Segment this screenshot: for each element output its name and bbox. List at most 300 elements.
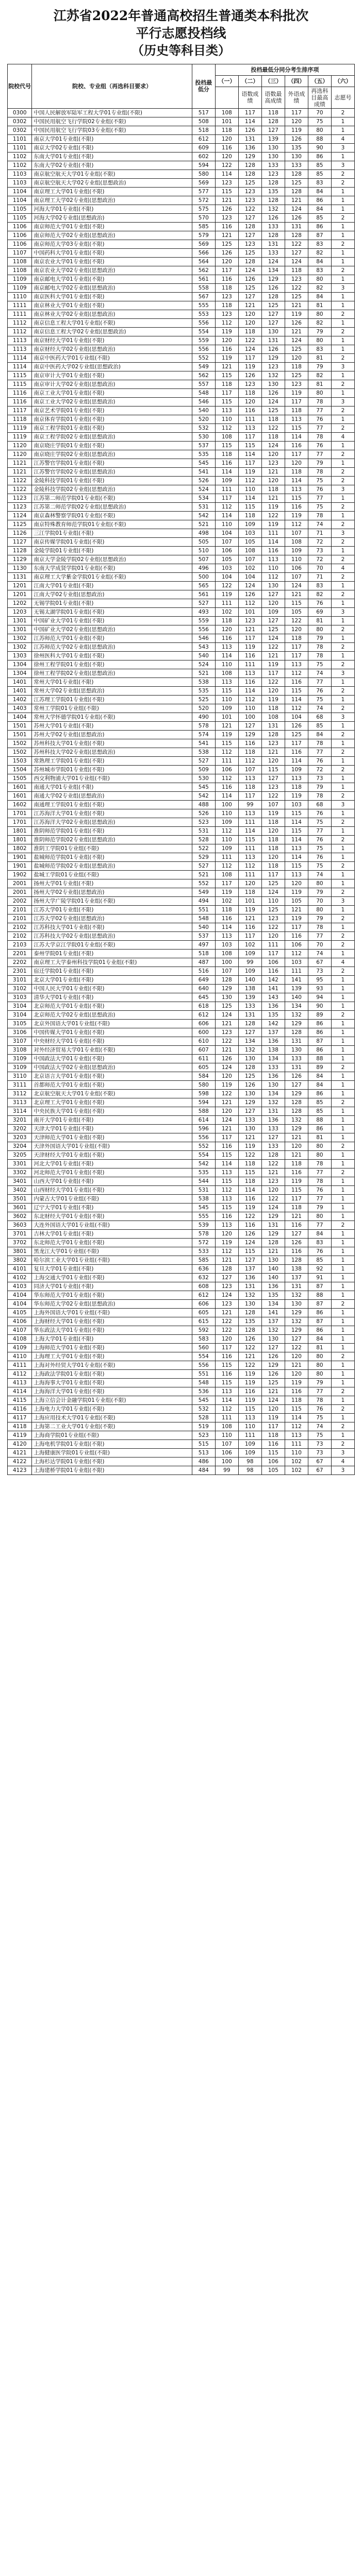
table-row — [8, 1072, 355, 1080]
cell-code: 3101 — [8, 975, 32, 984]
cell-rank-6: 1 — [331, 677, 354, 686]
cell-rank-6: 1 — [331, 415, 354, 423]
table-row — [8, 669, 355, 677]
cell-rank-2: 127 — [238, 231, 261, 240]
cell-rank-2: 130 — [238, 1124, 261, 1133]
cell-rank-6: 2 — [331, 572, 354, 581]
cell-rank-2: 117 — [238, 353, 261, 362]
cell-code: 1102 — [8, 152, 32, 161]
cell-code: 1302 — [8, 642, 32, 651]
cell-rank-1: 114 — [215, 1396, 238, 1404]
cell-rank-6: 1 — [331, 1194, 354, 1203]
cell-rank-2: 128 — [238, 1063, 261, 1072]
cell-rank-4: 137 — [285, 1273, 308, 1282]
cell-code: 3114 — [8, 1107, 32, 1115]
cell-name: 东北师范大学01专业组(不限) — [32, 1238, 192, 1247]
cell-name: 苏州科技大学01专业组(不限) — [32, 739, 192, 748]
table-row — [8, 940, 355, 949]
cell-name: 河海大学01专业组(不限) — [32, 205, 192, 213]
cell-rank-6: 2 — [331, 213, 354, 222]
cell-rank-5: 85 — [308, 1107, 331, 1115]
cell-min-score: 585 — [192, 1256, 215, 1264]
cell-code: 4115 — [8, 1396, 32, 1404]
cell-rank-6: 1 — [331, 441, 354, 450]
cell-code: 1403 — [8, 704, 32, 713]
cell-name: 中国人民解放军陆军工程大学01专业组(不限) — [32, 108, 192, 117]
cell-rank-2: 115 — [238, 835, 261, 844]
cell-rank-6: 3 — [331, 713, 354, 721]
cell-min-score: 612 — [192, 1291, 215, 1299]
cell-rank-2: 121 — [238, 625, 261, 634]
cell-min-score: 546 — [192, 634, 215, 642]
cell-rank-2: 118 — [238, 327, 261, 336]
cell-rank-4: 128 — [285, 170, 308, 178]
cell-rank-1: 114 — [215, 467, 238, 476]
cell-rank-2: 117 — [238, 791, 261, 800]
cell-min-score: 556 — [192, 318, 215, 327]
cell-rank-2: 130 — [238, 1089, 261, 1098]
cell-name: 南京理工大学泰州科技学院01专业组(不限) — [32, 958, 192, 967]
cell-name: 南京特殊教育师范学院01专业组(不限) — [32, 520, 192, 529]
cell-rank-4: 121 — [285, 1133, 308, 1142]
cell-rank-1: 113 — [215, 931, 238, 940]
cell-rank-3: 131 — [261, 336, 285, 345]
cell-rank-3: 129 — [261, 353, 285, 362]
cell-rank-1: 124 — [215, 1010, 238, 1019]
cell-code: 1504 — [8, 765, 32, 774]
cell-rank-2: 116 — [238, 677, 261, 686]
cell-rank-4: 139 — [285, 984, 308, 993]
cell-rank-4: 119 — [285, 1378, 308, 1387]
cell-rank-2: 137 — [238, 1264, 261, 1273]
cell-name: 常州大学02专业组(思想政治) — [32, 686, 192, 695]
cell-code: 1123 — [8, 494, 32, 502]
cell-rank-6: 2 — [331, 406, 354, 415]
cell-rank-5: 86 — [308, 1019, 331, 1028]
cell-rank-5: 81 — [308, 1133, 331, 1142]
cell-name: 南京大学01专业组(不限) — [32, 134, 192, 143]
cell-rank-3: 124 — [261, 1203, 285, 1212]
cell-min-score: 548 — [192, 1378, 215, 1387]
cell-code: 1301 — [8, 625, 32, 634]
cell-rank-1: 125 — [215, 240, 238, 248]
table-row — [8, 1194, 355, 1203]
cell-rank-3: 130 — [261, 1256, 285, 1264]
cell-rank-4: 138 — [285, 1264, 308, 1273]
cell-name: 江苏师范大学02专业组(思想政治) — [32, 642, 192, 651]
cell-rank-5: 94 — [308, 993, 331, 1002]
cell-min-score: 612 — [192, 1010, 215, 1019]
cell-rank-2: 120 — [238, 318, 261, 327]
cell-min-score: 556 — [192, 1361, 215, 1369]
cell-code: 4101 — [8, 1264, 32, 1273]
cell-rank-4: 132 — [285, 1115, 308, 1124]
cell-name: 南开大学01专业组(不限) — [32, 1115, 192, 1124]
table-row — [8, 1010, 355, 1019]
cell-rank-1: 116 — [215, 783, 238, 791]
cell-rank-3: 122 — [261, 511, 285, 520]
cell-min-score: 562 — [192, 266, 215, 275]
cell-rank-1: 103 — [215, 940, 238, 949]
cell-rank-3: 113 — [261, 555, 285, 564]
cell-rank-1: 121 — [215, 1256, 238, 1264]
table-row — [8, 1238, 355, 1247]
cell-rank-3: 136 — [261, 1002, 285, 1010]
cell-rank-6: 1 — [331, 511, 354, 520]
table-row — [8, 117, 355, 126]
cell-rank-2: 114 — [238, 826, 261, 835]
cell-rank-3: 120 — [261, 826, 285, 835]
cell-code: 3801 — [8, 1247, 32, 1256]
cell-code: 1501 — [8, 730, 32, 739]
cell-rank-4: 116 — [285, 1247, 308, 1256]
cell-min-score: 515 — [192, 1439, 215, 1448]
cell-rank-3: 124 — [261, 257, 285, 266]
cell-rank-2: 119 — [238, 1378, 261, 1387]
cell-rank-5: 82 — [308, 590, 331, 599]
cell-min-score: 569 — [192, 178, 215, 187]
table-row — [8, 625, 355, 634]
cell-rank-4: 114 — [285, 835, 308, 844]
cell-rank-5: 70 — [308, 108, 331, 117]
cell-rank-1: 112 — [215, 748, 238, 756]
cell-rank-2: 110 — [238, 485, 261, 494]
cell-rank-4: 121 — [285, 1212, 308, 1221]
cell-rank-3: 136 — [261, 1115, 285, 1124]
cell-rank-4: 113 — [285, 774, 308, 783]
cell-rank-3: 123 — [261, 739, 285, 748]
cell-rank-6: 1 — [331, 993, 354, 1002]
cell-code: 4112 — [8, 1369, 32, 1378]
cell-rank-5: 85 — [308, 721, 331, 730]
cell-rank-2: 118 — [238, 511, 261, 520]
cell-rank-5: 72 — [308, 537, 331, 546]
table-row — [8, 572, 355, 581]
cell-rank-1: 115 — [215, 1378, 238, 1387]
cell-rank-6: 2 — [331, 625, 354, 634]
cell-code: 1113 — [8, 336, 32, 345]
cell-name: 南京理工大学01专业组(不限) — [32, 187, 192, 196]
cell-rank-5: 81 — [308, 380, 331, 388]
cell-rank-6: 2 — [331, 423, 354, 432]
cell-name: 南京林业大学02专业组(思想政治) — [32, 310, 192, 318]
cell-rank-5: 74 — [308, 870, 331, 879]
cell-min-score: 484 — [192, 1466, 215, 1475]
table-row — [8, 1422, 355, 1431]
cell-rank-6: 2 — [331, 940, 354, 949]
cell-rank-4: 121 — [285, 1361, 308, 1369]
table-row — [8, 1177, 355, 1185]
cell-min-score: 520 — [192, 415, 215, 423]
table-row — [8, 1019, 355, 1028]
cell-rank-3: 117 — [261, 949, 285, 958]
cell-name: 江苏警官学院02专业组(思想政治) — [32, 467, 192, 476]
cell-min-score: 526 — [192, 476, 215, 485]
cell-rank-6: 1 — [331, 345, 354, 353]
cell-min-score: 518 — [192, 949, 215, 958]
table-row — [8, 1282, 355, 1291]
cell-rank-3: 120 — [261, 450, 285, 459]
cell-rank-3: 119 — [261, 660, 285, 669]
cell-rank-5: 76 — [308, 809, 331, 818]
cell-code: 1113 — [8, 345, 32, 353]
cell-rank-6: 1 — [331, 301, 354, 310]
cell-code: 2301 — [8, 967, 32, 975]
cell-rank-2: 112 — [238, 476, 261, 485]
table-row — [8, 301, 355, 310]
cell-rank-1: 104 — [215, 529, 238, 537]
cell-rank-5: 79 — [308, 1378, 331, 1387]
cell-rank-2: 122 — [238, 1343, 261, 1352]
cell-rank-4: 119 — [285, 126, 308, 134]
cell-rank-5: 79 — [308, 1203, 331, 1212]
cell-rank-6: 2 — [331, 791, 354, 800]
cell-rank-4: 105 — [285, 896, 308, 905]
cell-rank-5: 77 — [308, 1387, 331, 1396]
cell-rank-5: 84 — [308, 257, 331, 266]
table-row — [8, 371, 355, 380]
cell-rank-2: 132 — [238, 1291, 261, 1299]
cell-rank-1: 109 — [215, 704, 238, 713]
cell-code: 1129 — [8, 555, 32, 564]
cell-code: 1118 — [8, 415, 32, 423]
cell-name: 南京医科大学01专业组(不限) — [32, 292, 192, 301]
table-row — [8, 1037, 355, 1045]
cell-rank-2: 123 — [238, 240, 261, 248]
cell-rank-4: 120 — [285, 625, 308, 634]
cell-name: 中央民族大学01专业组(不限) — [32, 1107, 192, 1115]
cell-rank-2: 118 — [238, 888, 261, 896]
table-row — [8, 353, 355, 362]
cell-code: 1601 — [8, 791, 32, 800]
cell-rank-4: 128 — [285, 1098, 308, 1107]
cell-rank-5: 84 — [308, 1080, 331, 1089]
cell-rank-5: 86 — [308, 196, 331, 205]
cell-rank-6: 2 — [331, 537, 354, 546]
table-row — [8, 397, 355, 406]
cell-code: 3104 — [8, 1002, 32, 1010]
table-row — [8, 1221, 355, 1229]
cell-rank-4: 132 — [285, 1010, 308, 1019]
cell-rank-3: 122 — [261, 642, 285, 651]
cell-rank-4: 125 — [285, 345, 308, 353]
table-row — [8, 1142, 355, 1150]
cell-rank-5: 86 — [308, 1045, 331, 1054]
cell-code: 1104 — [8, 196, 32, 205]
cell-name: 上海应用技术大学01专业组(不限) — [32, 1413, 192, 1422]
cell-rank-4: 127 — [285, 1080, 308, 1089]
cell-rank-1: 121 — [215, 196, 238, 205]
header-note-2: 语数成绩 — [238, 87, 261, 108]
cell-code: 3603 — [8, 1221, 32, 1229]
cell-rank-5: 76 — [308, 835, 331, 844]
cell-name: 河北大学01专业组(不限) — [32, 1159, 192, 1168]
cell-code: 4102 — [8, 1273, 32, 1282]
cell-min-score: 525 — [192, 695, 215, 704]
table-row — [8, 257, 355, 266]
table-row — [8, 835, 355, 844]
cell-name: 北京师范大学02专业组(思想政治) — [32, 1010, 192, 1019]
cell-rank-6: 2 — [331, 590, 354, 599]
cell-rank-5: 83 — [308, 1238, 331, 1247]
cell-code: 4104 — [8, 1299, 32, 1308]
table-row — [8, 879, 355, 888]
table-row — [8, 152, 355, 161]
cell-name: 江苏第二师范学院01专业组(不限) — [32, 494, 192, 502]
cell-rank-4: 125 — [285, 178, 308, 187]
cell-name: 河海大学02专业组(思想政治) — [32, 213, 192, 222]
cell-rank-2: 112 — [238, 599, 261, 607]
cell-rank-2: 100 — [238, 713, 261, 721]
cell-min-score: 559 — [192, 616, 215, 625]
cell-min-score: 540 — [192, 651, 215, 660]
header-sub-2: （二） — [238, 75, 261, 87]
cell-rank-4: 103 — [285, 958, 308, 967]
cell-rank-5: 70 — [308, 940, 331, 949]
cell-min-score: 538 — [192, 1194, 215, 1203]
cell-min-score: 516 — [192, 967, 215, 975]
cell-min-score: 602 — [192, 152, 215, 161]
cell-rank-2: 121 — [238, 301, 261, 310]
cell-rank-1: 114 — [215, 923, 238, 931]
cell-min-score: 553 — [192, 310, 215, 318]
cell-rank-6: 2 — [331, 1098, 354, 1107]
cell-rank-2: 113 — [238, 423, 261, 432]
cell-rank-4: 120 — [285, 1369, 308, 1378]
cell-min-score: 594 — [192, 161, 215, 170]
cell-rank-3: 142 — [261, 975, 285, 984]
table-row — [8, 511, 355, 520]
cell-code: 1116 — [8, 397, 32, 406]
cell-code: 4109 — [8, 1343, 32, 1352]
cell-name: 南京财经大学01专业组(不限) — [32, 336, 192, 345]
table-row — [8, 870, 355, 879]
table-row — [8, 791, 355, 800]
cell-rank-6: 1 — [331, 634, 354, 642]
cell-rank-3: 120 — [261, 931, 285, 940]
cell-code: 2202 — [8, 958, 32, 967]
cell-name: 中国传媒大学01专业组(不限) — [32, 1028, 192, 1037]
cell-min-score: 564 — [192, 257, 215, 266]
cell-code: 3802 — [8, 1256, 32, 1264]
cell-min-score: 535 — [192, 1168, 215, 1177]
cell-rank-6: 2 — [331, 642, 354, 651]
cell-rank-2: 112 — [238, 756, 261, 765]
cell-rank-4: 127 — [285, 248, 308, 257]
cell-rank-2: 115 — [238, 441, 261, 450]
cell-rank-4: 119 — [285, 310, 308, 318]
table-row — [8, 205, 355, 213]
cell-rank-3: 129 — [261, 1361, 285, 1369]
cell-rank-5: 78 — [308, 432, 331, 441]
cell-rank-3: 121 — [261, 494, 285, 502]
cell-rank-3: 128 — [261, 231, 285, 240]
cell-min-score: 560 — [192, 1343, 215, 1352]
cell-rank-2: 126 — [238, 1080, 261, 1089]
cell-name: 上海立信会计金融学院01专业组(不限) — [32, 1396, 192, 1404]
cell-name: 南京工业大学01专业组(不限) — [32, 388, 192, 397]
cell-code: 1202 — [8, 599, 32, 607]
cell-rank-5: 84 — [308, 292, 331, 301]
cell-rank-4: 105 — [285, 607, 308, 616]
cell-rank-5: 82 — [308, 318, 331, 327]
cell-rank-1: 125 — [215, 1002, 238, 1010]
cell-min-score: 520 — [192, 704, 215, 713]
cell-rank-3: 129 — [261, 275, 285, 283]
cell-rank-1: 117 — [215, 388, 238, 397]
table-row — [8, 1457, 355, 1466]
table-row — [8, 1229, 355, 1238]
cell-rank-3: 137 — [261, 1028, 285, 1037]
cell-rank-2: 120 — [238, 879, 261, 888]
cell-rank-2: 115 — [238, 1168, 261, 1177]
cell-name: 苏州大学02专业组(思想政治) — [32, 730, 192, 739]
cell-rank-5: 79 — [308, 888, 331, 896]
cell-rank-2: 99 — [238, 958, 261, 967]
cell-min-score: 578 — [192, 1229, 215, 1238]
cell-code: 1101 — [8, 143, 32, 152]
cell-rank-5: 80 — [308, 1212, 331, 1221]
table-row — [8, 967, 355, 975]
cell-rank-5: 75 — [308, 1413, 331, 1422]
cell-rank-4: 128 — [285, 1256, 308, 1264]
cell-rank-1: 117 — [215, 266, 238, 275]
cell-name: 江苏大学01专业组(不限) — [32, 905, 192, 914]
cell-rank-5: 84 — [308, 1072, 331, 1080]
cell-min-score: 600 — [192, 1028, 215, 1037]
cell-rank-6: 1 — [331, 1037, 354, 1045]
cell-rank-1: 100 — [215, 800, 238, 809]
cell-min-score: 490 — [192, 713, 215, 721]
cell-rank-5: 76 — [308, 853, 331, 861]
cell-min-score: 555 — [192, 1212, 215, 1221]
cell-rank-4: 121 — [285, 196, 308, 205]
cell-rank-3: 134 — [261, 266, 285, 275]
cell-code: 1106 — [8, 231, 32, 240]
table-row — [8, 362, 355, 371]
cell-rank-6: 1 — [331, 1247, 354, 1256]
cell-rank-2: 119 — [238, 1369, 261, 1378]
cell-rank-6: 1 — [331, 984, 354, 993]
cell-rank-6: 2 — [331, 704, 354, 713]
cell-name: 上海第二工业大学01专业组(不限) — [32, 1422, 192, 1431]
cell-rank-2: 124 — [238, 266, 261, 275]
table-row — [8, 642, 355, 651]
cell-min-score: 519 — [192, 1422, 215, 1431]
cell-min-score: 606 — [192, 1019, 215, 1028]
cell-code: 0300 — [8, 108, 32, 117]
cell-rank-2: 108 — [238, 546, 261, 555]
cell-rank-6: 1 — [331, 1107, 354, 1115]
cell-name: 宿迁学院01专业组(不限) — [32, 967, 192, 975]
cell-rank-6: 1 — [331, 756, 354, 765]
table-row — [8, 704, 355, 713]
cell-min-score: 524 — [192, 485, 215, 494]
cell-rank-1: 112 — [215, 861, 238, 870]
cell-min-score: 528 — [192, 1413, 215, 1422]
cell-name: 南京信息工程大学01专业组(不限) — [32, 318, 192, 327]
cell-name: 江南大学01专业组(不限) — [32, 581, 192, 590]
cell-rank-6: 1 — [331, 1291, 354, 1299]
cell-rank-6: 2 — [331, 502, 354, 511]
cell-code: 4104 — [8, 1291, 32, 1299]
cell-rank-2: 128 — [238, 222, 261, 231]
cell-min-score: 557 — [192, 380, 215, 388]
cell-rank-1: 116 — [215, 459, 238, 467]
cell-rank-1: 118 — [215, 450, 238, 459]
cell-rank-4: 113 — [285, 1431, 308, 1439]
cell-rank-4: 121 — [285, 1150, 308, 1159]
